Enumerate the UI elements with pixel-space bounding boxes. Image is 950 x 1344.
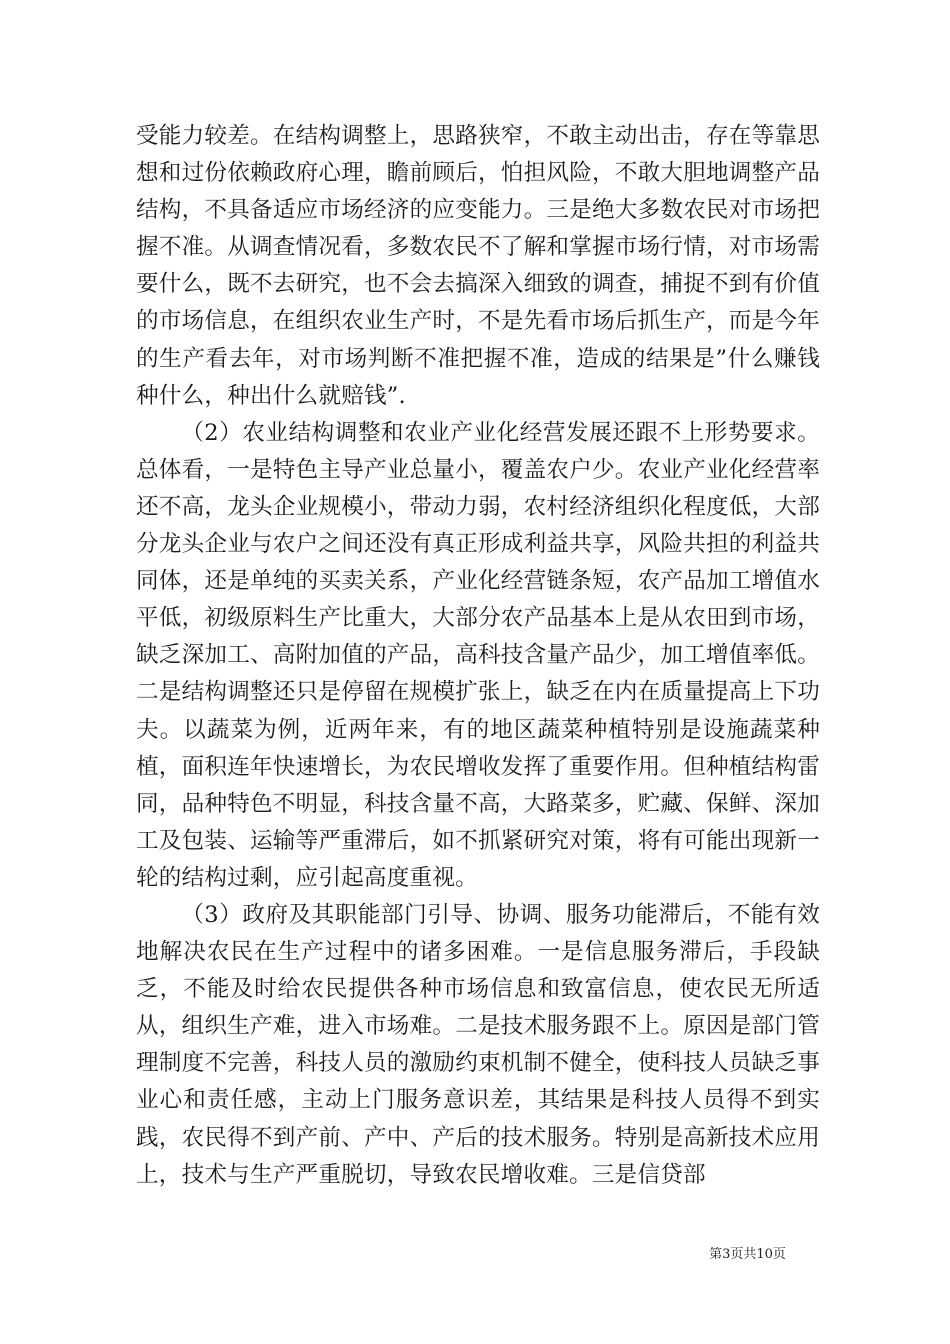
document-body [136, 118, 820, 1194]
paragraph-1: 受能力较差。在结构调整上，思路狭窄，不敢主动出击，存在等靠思想和过份依赖政府心理，瞻前顾后，怕担风险，不敢大胆地调整产品结构，不具备适应市场经济的应变能力。三是绝大多数农民对市场把握不准。从调查情况看，多数农民不了解和掌握市场行情，对市场需要什么，既不去研究，也不会去搞深入细致的调查，捕捉不到有价值的市场信息，在组织农业生产时，不是先看市场后抓生产，而是今年的生产看去年，对市场判断不准把握不准，造成的结果是”什么赚钱种什么，种出什么就赔钱”. [136, 123, 820, 409]
page-footer [0, 1243, 950, 1262]
page-number: 第3页共10页 [709, 1247, 786, 1262]
paragraph-3: （3）政府及其职能部门引导、协调、服务功能滞后，不能有效地解决农民在生产过程中的诸多困难。一是信息服务滞后，手段缺乏，不能及时给农民提供各种市场信息和致富信息，使农民无所适从，组织生产难，进入市场难。二是技术服务跟不上。原因是部门管理制度不完善，科技人员的激励约束机制不健全，使科技人员缺乏事业心和责任感，主动上门服务意识差，其结果是科技人员得不到实践，农民得不到产前、产中、产后的技术服务。特别是高新技术应用上，技术与生产严重脱切，导致农民增收难。三是信贷部 [136, 901, 820, 1188]
paragraph-2: （2）农业结构调整和农业产业化经营发展还跟不上形势要求。总体看，一是特色主导产业总量小，覆盖农户少。农业产业化经营率还不高，龙头企业规模小，带动力弱，农村经济组织化程度低，大部分龙头企业与农户之间还没有真正形成利益共享，风险共担的利益共同体，还是单纯的买卖关系，产业化经营链条短，农产品加工增值水平低，初级原料生产比重大，大部分农产品基本上是从农田到市场，缺乏深加工、高附加值的产品，高科技含量产品少，加工增值率低。二是结构调整还只是停留在规模扩张上，缺乏在内在质量提高上下功夫。以蔬菜为例，近两年来，有的地区蔬菜种植特别是设施蔬菜种植，面积连年快速增长，为农民增收发挥了重要作用。但种植结构雷同，品种特色不明显，科技含量不高，大路菜多，贮藏、保鲜、深加工及包装、运输等严重滞后，如不抓紧研究对策，将有可能出现新一轮的结构过剩，应引起高度重视。 [136, 419, 820, 891]
